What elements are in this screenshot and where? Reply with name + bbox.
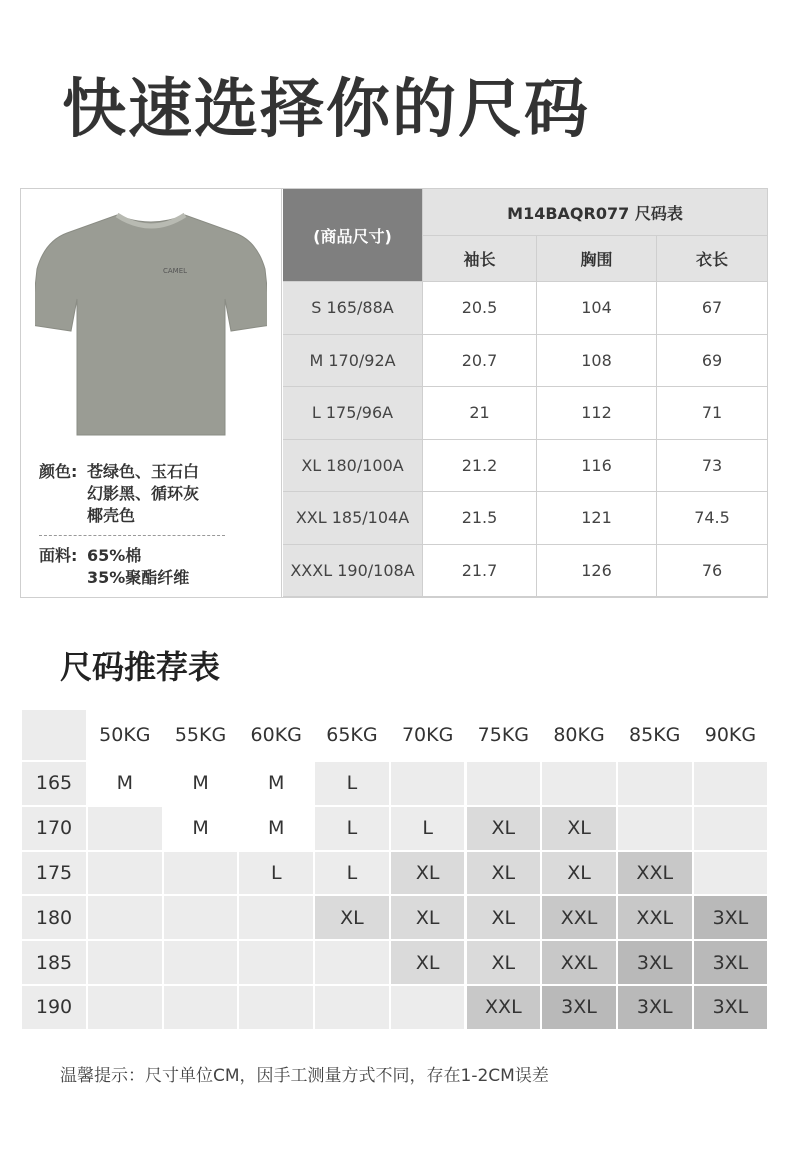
recommend-cell: XL xyxy=(467,896,541,939)
weight-header: 55KG xyxy=(164,710,238,760)
tshirt-image xyxy=(35,207,267,439)
weight-header: 85KG xyxy=(618,710,692,760)
weight-header: 70KG xyxy=(391,710,465,760)
weight-header: 75KG xyxy=(467,710,541,760)
recommend-cell: M xyxy=(239,807,313,850)
recommend-cell: XL xyxy=(391,852,465,895)
size-corner-header: (商品尺寸) xyxy=(283,189,423,282)
recommend-cell: M xyxy=(164,762,238,805)
recommend-cell xyxy=(88,807,162,850)
recommend-cell xyxy=(391,762,465,805)
size-grid xyxy=(283,189,768,597)
recommend-cell xyxy=(239,986,313,1029)
recommend-cell: 3XL xyxy=(618,941,692,984)
size-value-cell: 21.5 xyxy=(423,492,537,545)
recommend-cell: L xyxy=(315,852,389,895)
height-label: 190 xyxy=(22,986,86,1029)
size-value-cell: 20.5 xyxy=(423,282,537,335)
fabric-line-2: 35%聚酯纤维 xyxy=(87,568,190,587)
recommend-cell xyxy=(467,762,541,805)
recommend-cell xyxy=(694,762,768,805)
recommend-cell: L xyxy=(315,807,389,850)
size-row-label: S 165/88A xyxy=(283,282,423,335)
recommend-cell: L xyxy=(239,852,313,895)
recommend-cell xyxy=(315,941,389,984)
recommend-cell: 3XL xyxy=(618,986,692,1029)
recommend-cell: XL xyxy=(542,807,616,850)
recommend-cell: XXL xyxy=(618,852,692,895)
color-line-2: 幻影黑、循环灰 xyxy=(87,484,200,503)
size-value-cell: 74.5 xyxy=(657,492,768,545)
size-chart-title: M14BAQR077 尺码表 xyxy=(423,189,768,236)
recommend-cell: XL xyxy=(391,896,465,939)
page-title: 快速选择你的尺码 xyxy=(62,73,590,147)
recommend-cell: XL xyxy=(542,852,616,895)
fabric-line-1: 65%棉 xyxy=(87,546,142,565)
height-label: 185 xyxy=(22,941,86,984)
size-value-cell: 21.2 xyxy=(423,440,537,493)
recommend-cell: XL xyxy=(391,941,465,984)
size-value-cell: 121 xyxy=(537,492,657,545)
size-value-cell: 126 xyxy=(537,545,657,598)
recommend-cell xyxy=(239,896,313,939)
recommend-cell: L xyxy=(315,762,389,805)
recommend-cell xyxy=(694,807,768,850)
height-label: 165 xyxy=(22,762,86,805)
weight-header: 65KG xyxy=(315,710,389,760)
size-value-cell: 116 xyxy=(537,440,657,493)
recommend-cell xyxy=(542,762,616,805)
fabric-label: 面料: xyxy=(39,546,78,565)
height-label: 180 xyxy=(22,896,86,939)
product-panel xyxy=(21,189,282,597)
recommend-cell: 3XL xyxy=(694,986,768,1029)
recommend-cell: M xyxy=(239,762,313,805)
recommend-cell xyxy=(88,852,162,895)
size-column-header: 袖长 xyxy=(423,236,537,282)
recommend-corner xyxy=(22,710,86,760)
recommend-cell xyxy=(88,986,162,1029)
recommend-cell: XXL xyxy=(467,986,541,1029)
size-value-cell: 69 xyxy=(657,335,768,388)
divider xyxy=(39,535,225,536)
recommend-cell: XL xyxy=(467,807,541,850)
size-value-cell: 112 xyxy=(537,387,657,440)
recommend-cell xyxy=(315,986,389,1029)
color-label: 颜色: xyxy=(39,462,78,481)
recommend-cell: XXL xyxy=(542,941,616,984)
recommend-cell xyxy=(391,986,465,1029)
recommend-cell: M xyxy=(88,762,162,805)
weight-header: 90KG xyxy=(694,710,768,760)
recommend-cell xyxy=(164,896,238,939)
size-row-label: XXXL 190/108A xyxy=(283,545,423,598)
weight-header: 80KG xyxy=(542,710,616,760)
color-info xyxy=(39,461,199,527)
recommend-cell: XXL xyxy=(542,896,616,939)
weight-header: 50KG xyxy=(88,710,162,760)
size-column-header: 衣长 xyxy=(657,236,768,282)
size-value-cell: 20.7 xyxy=(423,335,537,388)
size-row-label: XL 180/100A xyxy=(283,440,423,493)
recommend-cell xyxy=(164,986,238,1029)
size-column-header: 胸围 xyxy=(537,236,657,282)
recommend-cell xyxy=(239,941,313,984)
height-label: 170 xyxy=(22,807,86,850)
recommend-cell: XXL xyxy=(618,896,692,939)
recommend-table xyxy=(22,710,769,1032)
color-line-1: 苍绿色、玉石白 xyxy=(87,462,200,481)
weight-header: 60KG xyxy=(239,710,313,760)
size-value-cell: 73 xyxy=(657,440,768,493)
recommend-title: 尺码推荐表 xyxy=(60,648,221,686)
size-value-cell: 104 xyxy=(537,282,657,335)
size-value-cell: 21 xyxy=(423,387,537,440)
size-value-cell: 108 xyxy=(537,335,657,388)
recommend-cell xyxy=(164,941,238,984)
recommend-cell: XL xyxy=(467,941,541,984)
recommend-cell: 3XL xyxy=(694,896,768,939)
recommend-cell xyxy=(694,852,768,895)
recommend-cell: L xyxy=(391,807,465,850)
recommend-cell xyxy=(164,852,238,895)
recommend-cell: XL xyxy=(467,852,541,895)
recommend-cell xyxy=(618,762,692,805)
size-row-label: XXL 185/104A xyxy=(283,492,423,545)
size-chart xyxy=(20,188,768,598)
height-label: 175 xyxy=(22,852,86,895)
size-row-label: M 170/92A xyxy=(283,335,423,388)
size-value-cell: 71 xyxy=(657,387,768,440)
shirt-logo-text: CAMEL xyxy=(163,267,188,275)
recommend-cell xyxy=(618,807,692,850)
recommend-cell: M xyxy=(164,807,238,850)
size-note: 温馨提示：尺寸单位CM，因手工测量方式不同，存在1-2CM误差 xyxy=(60,1066,549,1086)
recommend-cell: 3XL xyxy=(694,941,768,984)
recommend-cell xyxy=(88,896,162,939)
recommend-cell: XL xyxy=(315,896,389,939)
fabric-info xyxy=(39,545,189,589)
recommend-cell: 3XL xyxy=(542,986,616,1029)
size-row-label: L 175/96A xyxy=(283,387,423,440)
size-value-cell: 76 xyxy=(657,545,768,598)
size-value-cell: 21.7 xyxy=(423,545,537,598)
color-line-3: 椰壳色 xyxy=(87,506,136,525)
recommend-cell xyxy=(88,941,162,984)
size-value-cell: 67 xyxy=(657,282,768,335)
